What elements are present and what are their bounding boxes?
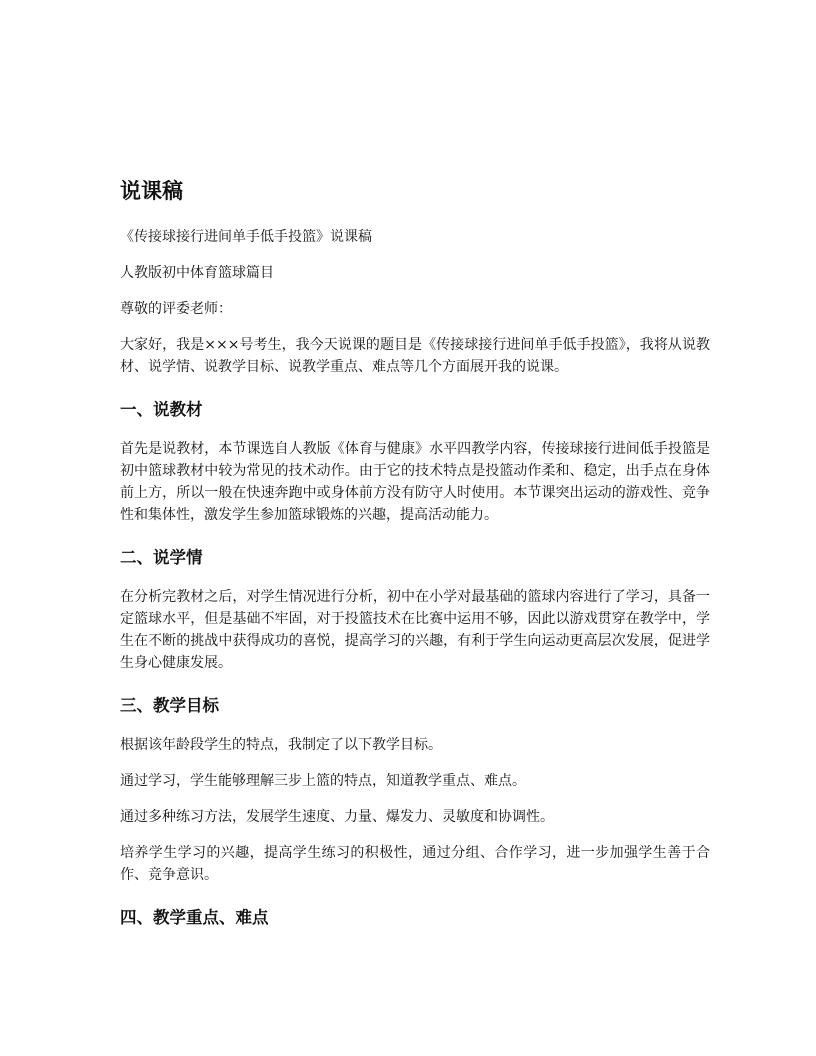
opening-paragraph: 大家好，我是×××号考生，我今天说课的题目是《传接球接行进间单手低手投篮》，我将从说教材、说学情、说教学目标、说教学重点、难点等几个方面展开我的说课。: [120, 337, 710, 375]
section-paragraph: 在分析完教材之后，对学生情况进行分析，初中在小学对最基础的篮球内容进行了学习，具备一定篮球水平，但是基础不牢固，对于投篮技术在比赛中运用不够，因此以游戏贯穿在教学中，学生在不断的挑战中获得成功的喜悦，提高学习的兴趣，有利于学生向运动更高层次发展，促进学生身心健康发展。: [120, 589, 710, 671]
section-paragraph: 首先是说教材，本节课选自人教版《体育与健康》水平四教学内容，传接球接行进间低手投篮是初中篮球教材中较为常见的技术动作。由于它的技术特点是投篮动作柔和、稳定，出手点在身体前上方，所以一般在快速奔跑中或身体前方没有防守人时使用。本节课突出运动的游戏性、竞争性和集体性，激发学生参加篮球锻炼的兴趣，提高活动能力。: [120, 441, 710, 523]
section-paragraph: 培养学生学习的兴趣，提高学生练习的积极性，通过分组、合作学习，进一步加强学生善于合作、竞争意识。: [120, 845, 710, 883]
textbook-line: 人教版初中体育篮球篇目: [120, 265, 274, 281]
section-heading-students: 二、说学情: [120, 548, 203, 567]
section-paragraph: 通过学习，学生能够理解三步上篮的特点，知道教学重点、难点。: [120, 773, 526, 789]
lesson-title-line: 《传接球接行进间单手低手投篮》说课稿: [120, 229, 372, 245]
document-page: [120, 176, 710, 946]
document-title: 说课稿: [120, 179, 183, 203]
section-heading-textbook: 一、说教材: [120, 400, 203, 419]
section-paragraph: 根据该年龄段学生的特点，我制定了以下教学目标。: [120, 737, 442, 753]
section-paragraph: 通过多种练习方法，发展学生速度、力量、爆发力、灵敏度和协调性。: [120, 809, 554, 825]
section-heading-objectives: 三、教学目标: [120, 696, 219, 715]
section-heading-key-points: 四、教学重点、难点: [120, 908, 269, 927]
greeting-line: 尊敬的评委老师：: [120, 301, 232, 317]
